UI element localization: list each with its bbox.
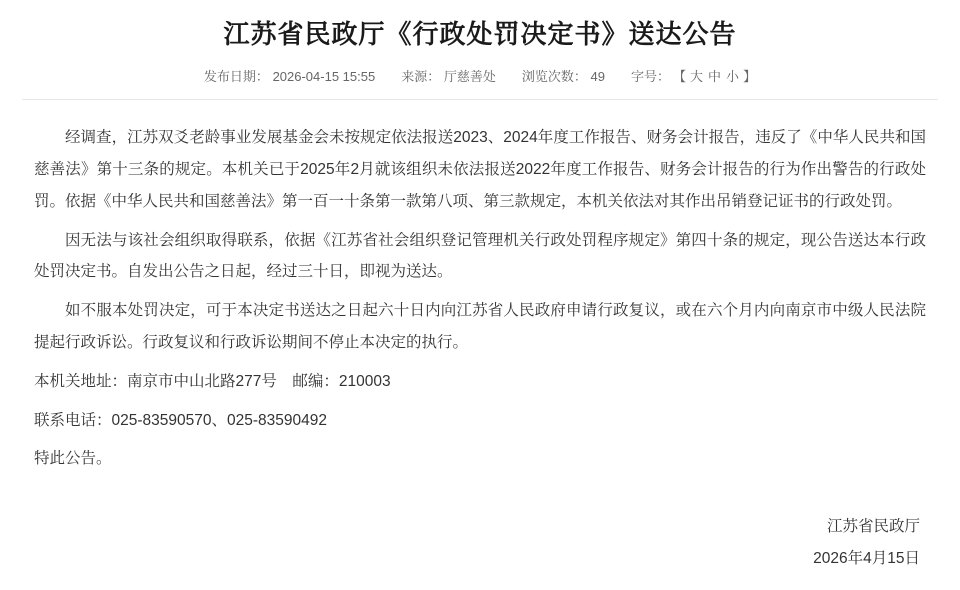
paragraph: 因无法与该社会组织取得联系，依据《江苏省社会组织登记管理机关行政处罚程序规定》第四十条的规定，现公告送达本行政处罚决定书。自发出公告之日起，经过三十日，即视为送达。 (34, 231, 926, 281)
page-title: 江苏省民政厅《行政处罚决定书》送达公告 (223, 19, 737, 49)
source-value: 厅慈善处 (443, 69, 496, 85)
paragraph: 经调查，江苏双爻老龄事业发展基金会未按规定依法报送2023、2024年度工作报告、财务会计报告，违反了《中华人民共和国慈善法》第十三条的规定。本机关已于2025年2月就该组织未依法报送2022年度工作报告、财务会计报告的行为作出警告的行政处罚。依据《中华人民共和国慈善法》第一百一十条第一款第八项、第三款规定，本机关依法对其作出吊销登记证书的行政处罚。 (34, 129, 926, 210)
font-size-selector (631, 66, 756, 85)
bracket-right: 】 (743, 69, 757, 85)
contact-address-line: 本机关地址：南京市中山北路277号 邮编：210003 (34, 372, 391, 390)
font-size-medium-button[interactable]: 中 (708, 69, 722, 85)
signature-block (813, 511, 920, 576)
publish-date-value: 2026-04-15 15:55 (272, 69, 376, 85)
paragraph: 如不服本处罚决定，可于本决定书送达之日起六十日内向江苏省人民政府申请行政复议，或在六个月内向南京市中级人民法院提起行政诉讼。行政复议和行政诉讼期间不停止本决定的执行。 (34, 302, 926, 351)
source-label: 来源： (401, 69, 441, 85)
publish-date-label: 发布日期： (203, 69, 269, 85)
font-size-large-button[interactable]: 大 (690, 69, 704, 85)
document-body (0, 100, 960, 475)
bracket-left: 【 (673, 69, 687, 85)
source (401, 66, 496, 85)
meta-bar (0, 52, 960, 99)
closing-line: 特此公告。 (34, 450, 112, 468)
font-size-small-button[interactable]: 小 (726, 69, 740, 85)
font-size-label: 字号： (630, 69, 670, 85)
publish-date (204, 66, 375, 85)
view-count-value: 49 (590, 69, 605, 85)
signature-date: 2026年4月15日 (813, 550, 920, 568)
contact-phone-line: 联系电话：025-83590570、025-83590492 (34, 411, 327, 429)
view-count-label: 浏览次数： (521, 69, 587, 85)
view-count (522, 66, 605, 85)
signature-issuer: 江苏省民政厅 (826, 517, 920, 535)
